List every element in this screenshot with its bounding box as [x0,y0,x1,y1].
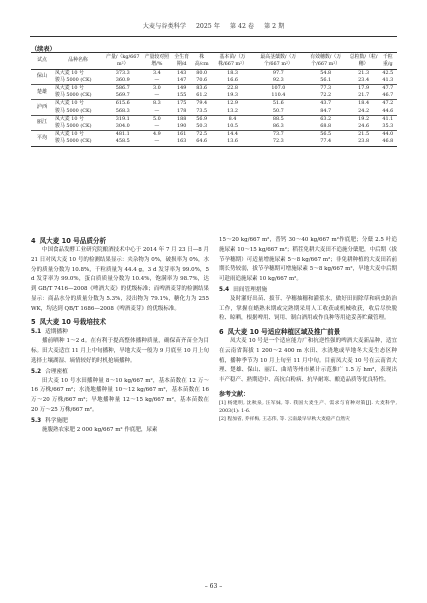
subsection-title: 合理密植 [45,368,68,375]
subsection-number: 5.3 [31,417,42,424]
table-cell: 骏马 5000 (CK) [53,123,103,131]
table-cell: 110.4 [254,92,303,100]
table-row [31,100,397,108]
table-cell: — [143,77,172,85]
table-cell: 178 [171,108,192,116]
table-header-cell: 品种名称 [53,53,103,70]
table-cell: 155 [171,92,192,100]
table-cell: 3.4 [152,69,161,76]
reference-item: [1] 杨建明, 沈秋泉, 汪军妹, 等. 我国大麦生产、需求与育种对策[J]. 大麦科学, 2003(1): 1-6. [219,400,397,414]
journal-year: 2025 年 [196,23,220,30]
table-cell: 569.7 [103,92,143,100]
table-header-cell: 产量/（kg/667 m²） [103,53,143,70]
table-cell: 凤大麦 10 号 [55,69,84,76]
table-cell: 凤大麦 10 号 [55,131,84,138]
table-cell: 615.6 [115,100,130,107]
table-cell: 88.5 [272,115,284,122]
subsection-5-3-heading [31,416,209,426]
table-cell: 70.6 [192,77,211,85]
table-cell: 44.0 [382,131,394,138]
table-cell: 68.8 [303,123,349,131]
section-title: 凤大麦 10 号栽培技术 [39,318,107,327]
table-cell: 18.3 [227,69,238,76]
table-cell: 175 [177,100,187,107]
table-cell: — [143,92,172,100]
table-cell: 161 [177,131,187,138]
table-cell: 46.8 [379,138,397,146]
table-cell: 47.2 [382,100,394,107]
table-cell: 97.7 [272,69,284,76]
subsection-title: 适期播种 [45,329,68,336]
table-cell: — [143,138,172,146]
table-cell: 23.4 [349,77,379,85]
table-cell: 56.1 [303,77,349,85]
table-row [31,92,397,100]
table-header-cell: 全生育期/d [171,53,192,70]
table-cell: 23.8 [349,138,379,146]
references-heading: 参考文献： [219,390,250,398]
table-cell: 16.6 [211,77,254,85]
table-cell: 163 [171,138,192,146]
table-cell: 319.1 [115,115,130,122]
table-cell: 190 [171,123,192,131]
table-cell: 360.9 [103,77,143,85]
section-title: 凤大麦 10 号适应种植区域及推广前景 [227,328,341,336]
table-cell: 12.9 [227,100,238,107]
table-cell: 13.6 [211,138,254,146]
table-cell-site: 泸西 [31,100,53,115]
table-row [31,123,397,131]
subsection-5-4-heading [219,285,397,295]
table-cell: 凤大麦 10 号 [55,100,84,107]
table-cell: 61.2 [192,92,211,100]
journal-name: 大麦与谷类科学 [142,23,187,30]
table-cell: 24.6 [349,123,379,131]
table-header-cell: 有效穗数/（万个/667 m²） [303,53,349,70]
table-cell: 19.2 [358,115,370,122]
table-cell: 凤大麦 10 号 [55,115,84,122]
table-cell: 10.5 [211,123,254,131]
table-cell: 3.0 [152,85,161,91]
table-cell: 84.7 [303,108,349,116]
paragraph: 播前晒种 1～2 d。在有利于提高整体播种质量，确保苗齐苗全为目标。田大麦适宜 11 月上中旬播种，旱地大麦一般为 9 月底至 10 月上旬选择土壤湖湿、墒情较好的时机抢墒播种。 [31,338,209,364]
reference-item: [2] 程加省, 乔祥梅, 王志伟, 等. 云南最早早秋大麦稳产自然灾 [219,416,350,422]
subsection-number: 5.4 [219,286,230,293]
section-number: 4 [31,237,36,245]
table-cell: 骏马 5000 (CK) [53,138,103,146]
table-cell: 8.4 [228,115,237,122]
journal-issue: 第 2 期 [264,23,285,30]
table-header-cell: 最高茎蘖数/（万个/667 m²） [254,53,303,70]
paragraph: 15～20 kg/667 m²，普钙 30～40 kg/667 m²作底肥；分蘖 2.5 叶追施尿素 10～15 kg/667 m²；稻茬免耕大麦田不追施分蘖肥，中后期（拔节孕穗期）可适量增施尿素 5～8 kg/667 m²；非免耕种植的大麦田若前期长势较弱，拔节孕穗期可增施尿素 5～8 kg/667 m²，旱地大麦中后期可趁雨追施尿素 10 kg/667 m²。 [219,237,397,282]
page-number: – 63 – [204,583,223,590]
table-header-cell: 千粒重/g [379,53,397,70]
table-cell: 骏马 5000 (CK) [53,108,103,116]
section-4-heading [31,236,209,246]
table-cell: 4.9 [152,131,161,138]
table-cell: 77.4 [303,138,349,146]
right-column [219,236,397,424]
table-cell: 13.2 [211,108,254,116]
table-cell: 50.7 [254,108,303,116]
table-cell: 22.8 [227,85,238,91]
table-cell: 64.6 [192,138,211,146]
table-row [31,115,397,123]
running-header [30,21,397,33]
table-cell: 47.7 [382,85,394,91]
table-cell-site: 保山 [31,69,53,84]
section-5-heading [31,317,209,327]
table-cell: 73.5 [192,108,211,116]
header-divider [30,36,397,37]
section-number: 6 [219,328,224,336]
table-cell: 骏马 5000 (CK) [53,77,103,85]
table-cell: 568.3 [103,108,143,116]
subsection-title: 田间管理措施 [233,286,268,293]
section-6-heading [219,327,397,337]
table-cell: 304.0 [103,123,143,131]
table-cell-site: 丽江 [31,115,53,130]
yield-trait-table [31,52,397,147]
table-cell: 143 [177,69,187,76]
paragraph: 施腹熟农家肥 2 000 kg/667 m² 作底肥，尿素 [42,426,158,433]
table-cell: 21.7 [349,92,379,100]
table-header-cell: 株高/cm [192,53,211,70]
table-cell: 14.4 [227,131,238,138]
table-header-row [31,53,397,70]
table-cell: 50.3 [192,123,211,131]
journal-volume: 第 42 卷 [229,23,255,30]
table-cell: 19.3 [211,92,254,100]
subsection-number: 5.2 [31,368,42,375]
table-header-cell: 产量较对照增/% [143,53,172,70]
table-cell: 骏马 5000 (CK) [53,92,103,100]
table-cell: 51.6 [272,100,284,107]
table-cell: 18.4 [358,100,370,107]
table-cell: 41.1 [382,115,394,122]
table-row [31,138,397,146]
table-cell: 107.0 [271,85,286,91]
table-cell: 63.2 [320,115,332,122]
table-cell: 149 [177,85,187,91]
table-cell: 凤大麦 10 号 [55,85,84,91]
table-row [31,69,397,77]
table-header-cell: 基本苗/（万株/667 m²） [211,53,254,70]
table-cell: 54.8 [320,69,332,76]
table-cell-site: 楚雄 [31,85,53,100]
table-cell: 458.5 [103,138,143,146]
table-cell: 92.3 [254,77,303,85]
table-cell: 86.3 [254,123,303,131]
table-cell: 73.7 [272,131,284,138]
table-cell: 46.7 [379,92,397,100]
table-cell: 147 [171,77,192,85]
table-cell: 24.2 [349,108,379,116]
table-row [31,108,397,116]
table-cell: 42.5 [382,69,394,76]
table-header-cell: 总粒数/（粒/穗） [349,53,379,70]
table-cell: 21.5 [358,131,370,138]
table-cell: 77.3 [320,85,332,91]
table-cell: 72.5 [196,131,208,138]
table-cell: 35.3 [379,123,397,131]
table-cell: 72.2 [303,92,349,100]
table-cell: 481.1 [115,131,130,138]
table-cell: 44.6 [379,108,397,116]
table-row [31,77,397,85]
table-cell: 586.7 [115,85,130,91]
table-cell: — [143,108,172,116]
subsection-number: 5.1 [31,329,42,336]
table-cell: 83.6 [196,85,208,91]
section-title: 凤大麦 10 号品质分析 [39,237,107,245]
table-cell: 43.7 [320,100,332,107]
paragraph: 田大麦 10 号水田播种量 8～10 kg/667 m²，基本苗数在 12 万～16 万株/667 m²；水浇地播种量 10～12 kg/667 m²，基本苗数在 16 万～20 万株/667 m²；旱地播种量 12～15 kg/667 m²，基本苗数在 20 万～25 万株/667 m²。 [31,377,209,413]
table-continued-label: （续表） [31,46,56,53]
table-cell: 5.0 [152,115,161,122]
left-column [31,236,209,435]
table-cell: 373.3 [115,69,130,76]
paragraph: 凤大麦 10 号是一个适应能力广和抗逆性强的啤酒大麦新品种，适宜在云南省海拔 1 200～2 400 m 水田、水浇地或旱地冬大麦生态区种植，播种季节为 10 月上旬至 11 月中旬。目前凤大麦 10 号在云南省大理、楚雄、保山、丽江、曲靖等州市累计示范推广 1.5 万 hm²，表现出丰产稳产、熟期适中、高抗白粉病、抗旱耐寒、酿造品质等优良特性。 [219,338,397,383]
table-cell: 21.3 [358,69,370,76]
paragraph: 中国食品发酵工业研究院酿酒技术中心于 2014 年 7 月 23 日—8 月 21 日对凤大麦 10 号的检测结果显示：夹杂物为 0%，破损率为 0%，水分的质量分数为 10.8%，千粒质量为 44.4 g，3 d 发芽率为 99.0%，5 d 发芽率为 99.0%，蛋白质质量分数为 10.4%，饱满率为 98.7%，达到 GB/T 7416—2008《啤酒大麦》的优级标准；而啤酒麦芽的检测结果显示：商品水分的质量分数为 5.3%，浸出物为 79.1%，糖化力为 255 WK，均达到 QB/T 1686—2008《啤酒麦芽》的优级标准。 [31,247,209,312]
section-number: 5 [31,318,36,327]
table-cell: 56.9 [196,115,208,122]
subsection-5-2-heading [31,367,209,377]
table-header-cell: 试点 [31,53,53,70]
table-cell: 41.3 [379,77,397,85]
table-cell: 17.9 [358,85,370,91]
table-cell: 8.3 [152,100,161,107]
table-cell: 72.3 [254,138,303,146]
subsection-5-1-heading [31,327,209,337]
table-cell: 80.0 [196,69,208,76]
subsection-title: 科学施肥 [45,417,68,424]
table-cell: — [143,123,172,131]
table-cell-site: 平均 [31,131,53,146]
paragraph: 及时灌好出苗、拔节、孕穗抽穗和灌浆水，做好田间除草和病虫防治工作，掌握在蜡熟末期或完熟期采用人工收获或机械收获，收后尽快脱粒、晾晒，根据啤用、饲用、制白酒用或作良种等用途妥善贮藏管理。 [219,295,397,322]
table-cell: 188 [177,115,187,122]
table-cell: 56.5 [320,131,332,138]
table-cell: 79.4 [196,100,208,107]
